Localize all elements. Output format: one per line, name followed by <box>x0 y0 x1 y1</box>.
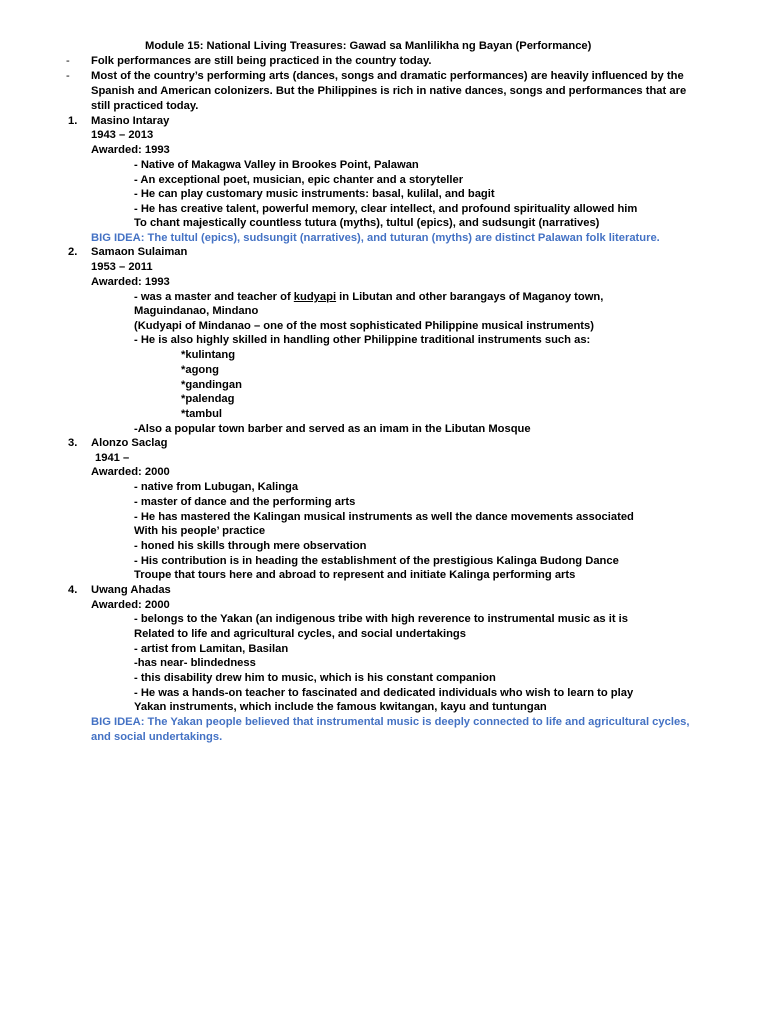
artist-2-detail-1-pre: - was a master and teacher of <box>134 291 294 303</box>
artist-4-detail-3: - artist from Lamitan, Basilan <box>134 643 289 655</box>
intro-bullet-2-line-3: still practiced today. <box>91 100 199 112</box>
artist-1-detail-4: - He has creative talent, powerful memory, clear intellect, and profound spirituality allowed him <box>134 203 638 215</box>
artist-3-detail-5: - honed his skills through mere observation <box>134 540 367 552</box>
artist-4-name: Uwang Ahadas <box>91 584 171 596</box>
artist-3-detail-3: - He has mastered the Kalingan musical instruments as well the dance movements associated <box>134 511 634 523</box>
artist-3-detail-7: Troupe that tours here and abroad to represent and initiate Kalinga performing arts <box>134 569 576 581</box>
intro-bullet-2-line-1: Most of the country’s performing arts (dances, songs and dramatic performances) are heavily influenced by the <box>91 70 684 82</box>
intro-bullet-1-text: Folk performances are still being practiced in the country today. <box>91 55 432 67</box>
artist-2-name: Samaon Sulaiman <box>91 246 188 258</box>
artist-1-detail-1: - Native of Makagwa Valley in Brookes Point, Palawan <box>134 159 419 171</box>
artist-1-awarded: Awarded: 1993 <box>91 144 170 156</box>
intro-bullet-2-line-2: Spanish and American colonizers. But the Philippines is rich in native dances, songs and performances that are <box>91 85 687 97</box>
artist-2-awarded: Awarded: 1993 <box>91 276 170 288</box>
artist-1-big-idea: BIG IDEA: The tultul (epics), sudsungit (narratives), and tuturan (myths) are distinct Palawan folk literature. <box>91 232 660 244</box>
intro-bullet-1-dash: - <box>66 55 70 67</box>
artist-1-years: 1943 – 2013 <box>91 129 154 141</box>
artist-4-detail-6: - He was a hands-on teacher to fascinated and dedicated individuals who wish to learn to play <box>134 687 634 699</box>
artist-2-number: 2. <box>68 246 78 258</box>
page-title: Module 15: National Living Treasures: Gawad sa Manlilikha ng Bayan (Performance) <box>145 40 592 52</box>
artist-1-name: Masino Intaray <box>91 115 170 127</box>
instrument-2: *agong <box>181 364 219 376</box>
artist-4-detail-4: -has near- blindedness <box>134 657 256 669</box>
instrument-3: *gandingan <box>181 379 242 391</box>
artist-3-name: Alonzo Saclag <box>91 437 168 449</box>
artist-1-detail-3: - He can play customary music instruments: basal, kulilal, and bagit <box>134 188 495 200</box>
instrument-1: *kulintang <box>181 349 236 361</box>
artist-1-number: 1. <box>68 115 78 127</box>
instrument-4: *palendag <box>181 393 235 405</box>
artist-2-detail-2: (Kudyapi of Mindanao – one of the most sophisticated Philippine musical instruments) <box>134 320 594 332</box>
artist-2-detail-1-cont: Maguindanao, Mindano <box>134 305 259 317</box>
artist-1-detail-2: - An exceptional poet, musician, epic chanter and a storyteller <box>134 174 464 186</box>
artist-3-detail-2: - master of dance and the performing arts <box>134 496 356 508</box>
artist-3-detail-1: - native from Lubugan, Kalinga <box>134 481 299 493</box>
artist-4-detail-2: Related to life and agricultural cycles, and social undertakings <box>134 628 466 640</box>
artist-4-big-idea-line-1: BIG IDEA: The Yakan people believed that instrumental music is deeply connected to life and agricultural cycles, <box>91 716 690 728</box>
artist-2-detail-1 <box>134 290 603 304</box>
artist-3-detail-6: - His contribution is in heading the establishment of the prestigious Kalinga Budong Dance <box>134 555 619 567</box>
kudyapi-term: kudyapi <box>293 291 337 303</box>
artist-1-detail-5: To chant majestically countless tutura (myths), tultul (epics), and sudsungit (narratives) <box>134 217 600 229</box>
intro-bullet-2-dash: - <box>66 70 70 82</box>
artist-4-awarded: Awarded: 2000 <box>91 599 170 611</box>
artist-4-big-idea-line-2: and social undertakings. <box>91 731 223 743</box>
instrument-5: *tambul <box>181 408 223 420</box>
artist-4-detail-5: - this disability drew him to music, which is his constant companion <box>134 672 496 684</box>
artist-2-detail-3: - He is also highly skilled in handling other Philippine traditional instruments such as: <box>134 334 591 346</box>
artist-4-number: 4. <box>68 584 78 596</box>
artist-4-detail-1: - belongs to the Yakan (an indigenous tribe with high reverence to instrumental music as it is <box>134 613 629 625</box>
artist-2-detail-1-post: in Libutan and other barangays of Maganoy town, <box>336 291 604 303</box>
artist-3-number: 3. <box>68 437 78 449</box>
artist-4-detail-7: Yakan instruments, which include the famous kwitangan, kayu and tuntungan <box>134 701 547 713</box>
artist-3-detail-4: With his people’ practice <box>134 525 266 537</box>
artist-3-years: 1941 – <box>95 452 130 464</box>
artist-2-detail-4: -Also a popular town barber and served as an imam in the Libutan Mosque <box>134 423 531 435</box>
artist-2-years: 1953 – 2011 <box>91 261 153 273</box>
artist-3-awarded: Awarded: 2000 <box>91 466 170 478</box>
